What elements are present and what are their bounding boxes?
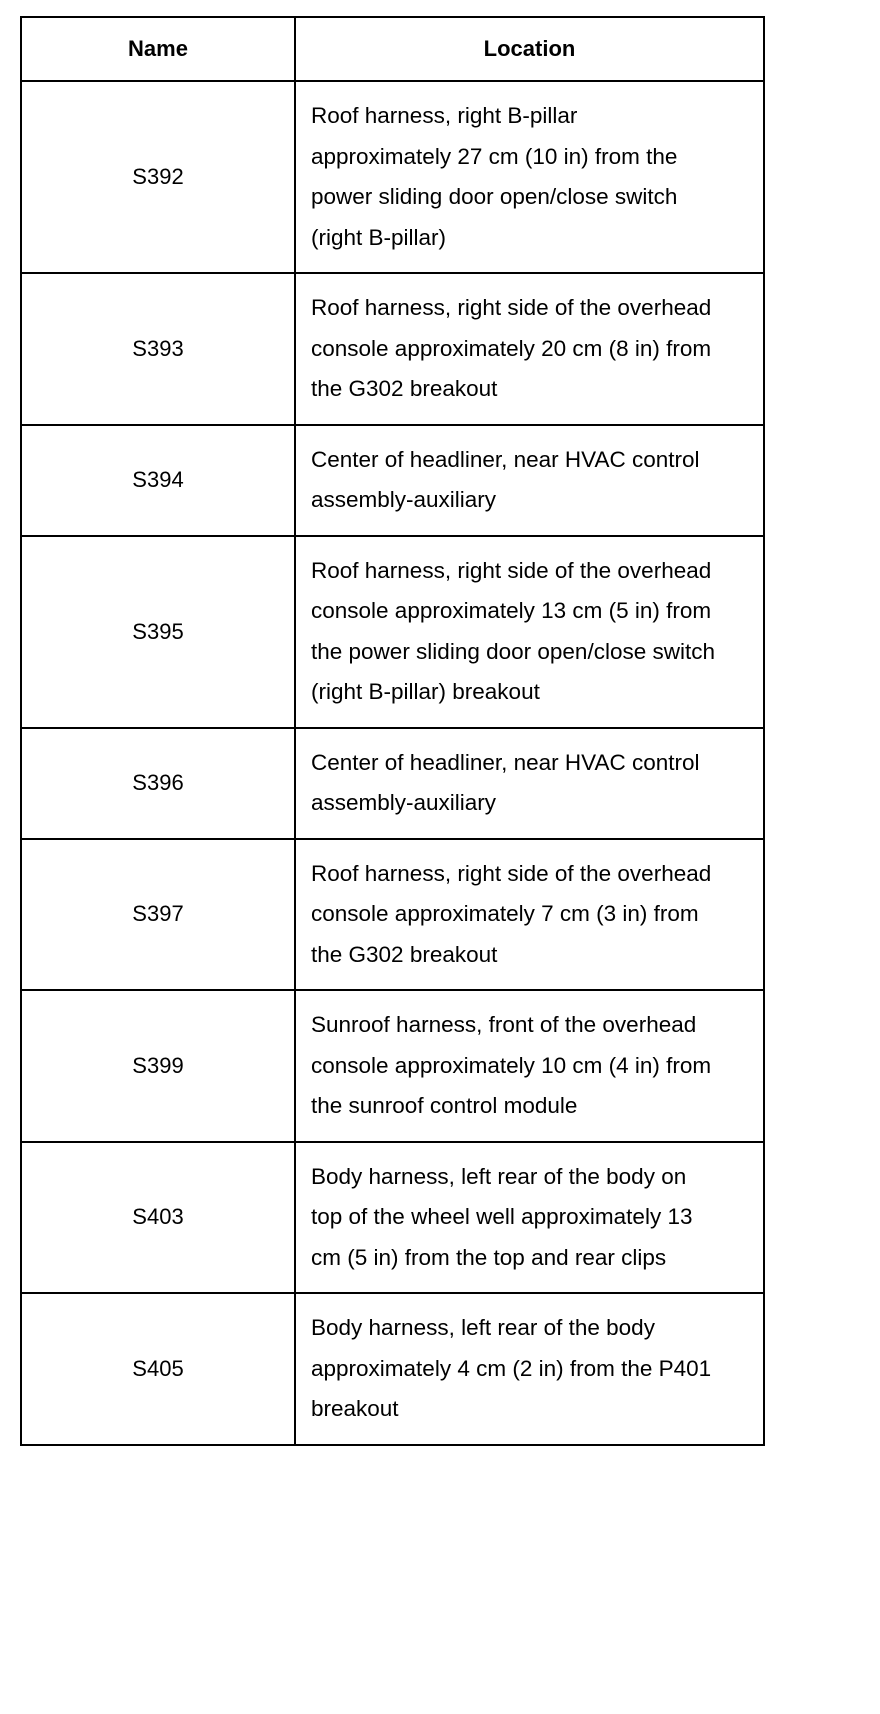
table-row [21, 81, 764, 273]
splice-location-cell: Roof harness, right B-pillar approximately 27 cm (10 in) from the power sliding door open/close switch (right B-pillar) [295, 81, 764, 273]
splice-name-cell: S396 [21, 728, 295, 839]
table-row [21, 1142, 764, 1294]
splice-location-cell: Body harness, left rear of the body approximately 4 cm (2 in) from the P401 breakout [295, 1293, 764, 1445]
table-row [21, 536, 764, 728]
splice-name-cell: S405 [21, 1293, 295, 1445]
name-column-header: Name [21, 17, 295, 81]
table-header-row [21, 17, 764, 81]
table-row [21, 728, 764, 839]
splice-location-cell: Center of headliner, near HVAC control assembly-auxiliary [295, 728, 764, 839]
splice-name-cell: S393 [21, 273, 295, 425]
table-row [21, 273, 764, 425]
splice-location-cell: Center of headliner, near HVAC control assembly-auxiliary [295, 425, 764, 536]
splice-location-cell: Roof harness, right side of the overhead console approximately 7 cm (3 in) from the G302 breakout [295, 839, 764, 991]
splice-location-cell: Roof harness, right side of the overhead console approximately 13 cm (5 in) from the power sliding door open/close switch (right B-pillar) breakout [295, 536, 764, 728]
splice-name-cell: S392 [21, 81, 295, 273]
table-row [21, 839, 764, 991]
splice-location-table [20, 16, 765, 1446]
table-row [21, 425, 764, 536]
splice-name-cell: S399 [21, 990, 295, 1142]
splice-location-cell: Body harness, left rear of the body on top of the wheel well approximately 13 cm (5 in) from the top and rear clips [295, 1142, 764, 1294]
table-row [21, 990, 764, 1142]
splice-name-cell: S395 [21, 536, 295, 728]
location-column-header: Location [295, 17, 764, 81]
table-row [21, 1293, 764, 1445]
splice-name-cell: S394 [21, 425, 295, 536]
splice-name-cell: S403 [21, 1142, 295, 1294]
splice-location-cell: Roof harness, right side of the overhead console approximately 20 cm (8 in) from the G302 breakout [295, 273, 764, 425]
splice-location-cell: Sunroof harness, front of the overhead console approximately 10 cm (4 in) from the sunroof control module [295, 990, 764, 1142]
splice-name-cell: S397 [21, 839, 295, 991]
